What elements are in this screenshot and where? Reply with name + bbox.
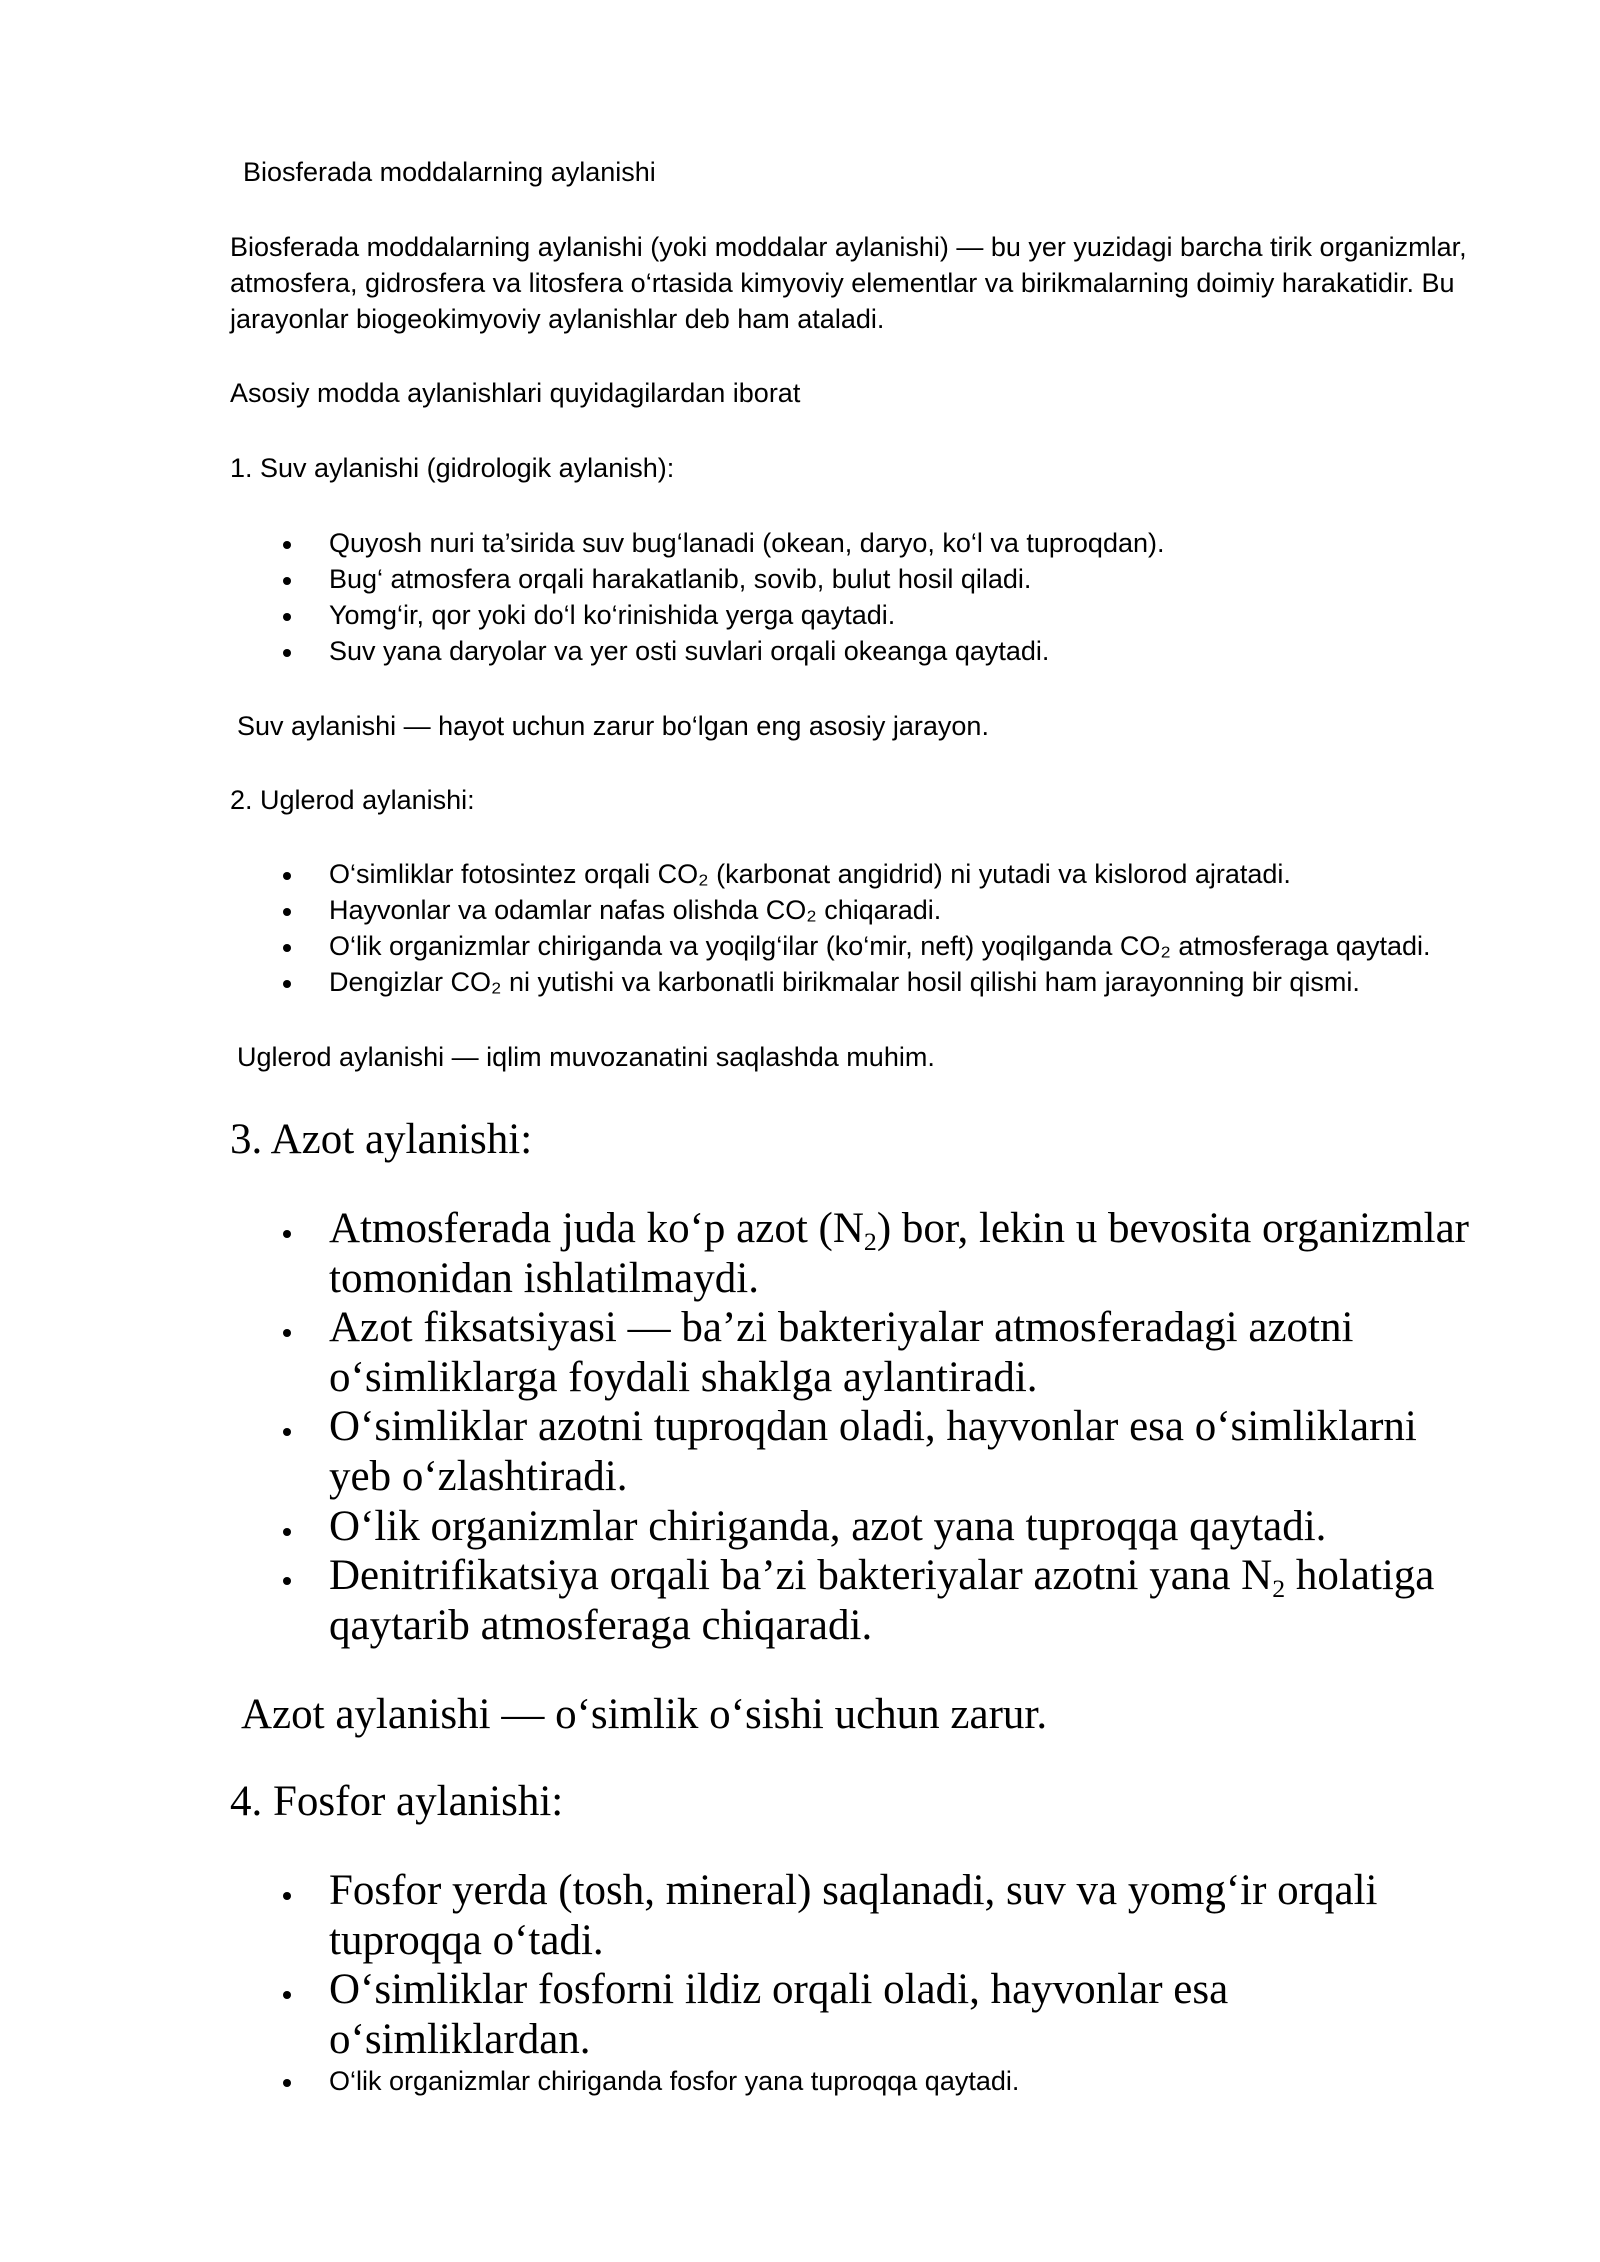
- list-item-line: [329, 1551, 1469, 1604]
- list-item: [329, 1965, 1377, 2064]
- bullet-icon: [283, 980, 291, 988]
- bullet-icon: [283, 1577, 291, 1585]
- section-heading-uglerod: 2. Uglerod aylanishi:: [230, 785, 475, 815]
- bullet-icon: [283, 541, 291, 549]
- bullet-icon: [283, 1230, 291, 1238]
- list-item-line: yeb o‘zlashtiradi.: [329, 1452, 628, 1500]
- list-item: [329, 2063, 1019, 2099]
- list-item: [329, 1551, 1469, 1650]
- suv-list: [329, 525, 1164, 669]
- list-item-text: Suv yana daryolar va yer osti suvlari orqali okeanga qaytadi.: [329, 636, 1050, 666]
- bullet-icon: [283, 908, 291, 916]
- lead-sentence: Asosiy modda aylanishlari quyidagilardan iborat: [230, 378, 801, 408]
- list-item-line: O‘simliklar azotni tuproqdan oladi, hayvonlar esa o‘simliklarni: [329, 1403, 1417, 1451]
- bullet-icon: [283, 1991, 291, 1999]
- list-item-text: Dengizlar CO₂ ni yutishi va karbonatli birikmalar hosil qilishi ham jarayonning bir qismi.: [329, 967, 1360, 997]
- bullet-icon: [283, 1428, 291, 1436]
- list-item-text: Quyosh nuri ta’sirida suv bug‘lanadi (okean, daryo, ko‘l va tuproqdan).: [329, 528, 1165, 558]
- azot-list: [329, 1204, 1469, 1650]
- subscript: 2: [863, 1227, 877, 1257]
- list-item-line: Azot fiksatsiyasi — ba’zi bakteriyalar atmosferadagi azotni: [329, 1304, 1354, 1352]
- list-item-line: O‘simliklar fosforni ildiz orqali oladi, hayvonlar esa: [329, 1966, 1229, 2014]
- uglerod-list: [329, 856, 1430, 1000]
- list-item-line: qaytarib atmosferaga chiqaradi.: [329, 1601, 873, 1649]
- list-item-text: Yomg‘ir, qor yoki do‘l ko‘rinishida yerga qaytadi.: [329, 600, 896, 630]
- bullet-icon: [283, 577, 291, 585]
- list-item: [329, 525, 1164, 561]
- section-heading-suv: 1. Suv aylanishi (gidrologik aylanish):: [230, 453, 675, 483]
- section-heading-fosfor: 4. Fosfor aylanishi:: [230, 1778, 564, 1825]
- text-segment: holatiga: [1285, 1552, 1435, 1600]
- bullet-icon: [283, 1528, 291, 1536]
- list-item-text: Hayvonlar va odamlar nafas olishda CO₂ chiqaradi.: [329, 895, 942, 925]
- list-item: [329, 1303, 1469, 1402]
- section-heading-azot: 3. Azot aylanishi:: [230, 1116, 533, 1163]
- list-item: [329, 597, 1164, 633]
- text-segment: Atmosferada juda ko‘p azot (N: [329, 1205, 864, 1252]
- list-item-line: tomonidan ishlatilmaydi.: [329, 1254, 759, 1302]
- list-item-text: O‘simliklar fotosintez orqali CO₂ (karbonat angidrid) ni yutadi va kislorod ajratadi.: [329, 859, 1291, 889]
- bullet-icon: [283, 649, 291, 657]
- bullet-icon: [283, 1329, 291, 1337]
- text-segment: Denitrifikatsiya orqali ba’zi bakteriyalar azotni yana N: [329, 1552, 1273, 1600]
- list-item: [329, 928, 1430, 964]
- list-item: [329, 964, 1430, 1000]
- list-item-text: Bug‘ atmosfera orqali harakatlanib, sovib, bulut hosil qiladi.: [329, 564, 1032, 594]
- section-summary-suv: Suv aylanishi — hayot uchun zarur bo‘lgan eng asosiy jarayon.: [237, 711, 989, 741]
- fosfor-list-continued: [329, 2063, 1019, 2099]
- list-item: [329, 1866, 1377, 1965]
- document-title: Biosferada moddalarning aylanishi: [243, 157, 656, 187]
- list-item-line: O‘lik organizmlar chiriganda, azot yana tuproqqa qaytadi.: [329, 1502, 1327, 1550]
- list-item-line: o‘simliklardan.: [329, 2015, 591, 2063]
- list-item: [329, 1402, 1469, 1501]
- list-item: [329, 561, 1164, 597]
- fosfor-list: [329, 1866, 1377, 2064]
- bullet-icon: [283, 613, 291, 621]
- subscript: 2: [1272, 1574, 1286, 1604]
- list-item: [329, 1204, 1469, 1303]
- list-item: [329, 856, 1430, 892]
- list-item: [329, 1502, 1469, 1552]
- list-item-line: [329, 1204, 1469, 1257]
- section-summary-azot: Azot aylanishi — o‘simlik o‘sishi uchun zarur.: [241, 1691, 1048, 1738]
- list-item-text: O‘lik organizmlar chiriganda fosfor yana tuproqqa qaytadi.: [329, 2066, 1020, 2096]
- list-item: [329, 892, 1430, 928]
- list-item-line: Fosfor yerda (tosh, mineral) saqlanadi, suv va yomg‘ir orqali: [329, 1867, 1378, 1914]
- bullet-icon: [283, 944, 291, 952]
- list-item-text: O‘lik organizmlar chiriganda va yoqilg‘ilar (ko‘mir, neft) yoqilganda CO₂ atmosferaga qaytadi.: [329, 931, 1431, 961]
- section-summary-uglerod: Uglerod aylanishi — iqlim muvozanatini saqlashda muhim.: [237, 1042, 935, 1072]
- list-item-line: tuproqqa o‘tadi.: [329, 1916, 604, 1964]
- text-segment: ) bor, lekin u bevosita organizmlar: [876, 1205, 1469, 1252]
- bullet-icon: [283, 872, 291, 880]
- list-item-line: o‘simliklarga foydali shaklga aylantiradi.: [329, 1353, 1038, 1401]
- intro-paragraph: Biosferada moddalarning aylanishi (yoki moddalar aylanishi) — bu yer yuzidagi barcha tirik organizmlar, atmosfera, gidrosfera va litosfera o‘rtasida kimyoviy elementlar va birikmalarning doimiy harakatidir. Bu jarayonlar biogeokimyoviy aylanishlar deb ham ataladi.: [230, 232, 1467, 334]
- bullet-icon: [283, 1892, 291, 1900]
- bullet-icon: [283, 2079, 291, 2087]
- list-item: [329, 633, 1164, 669]
